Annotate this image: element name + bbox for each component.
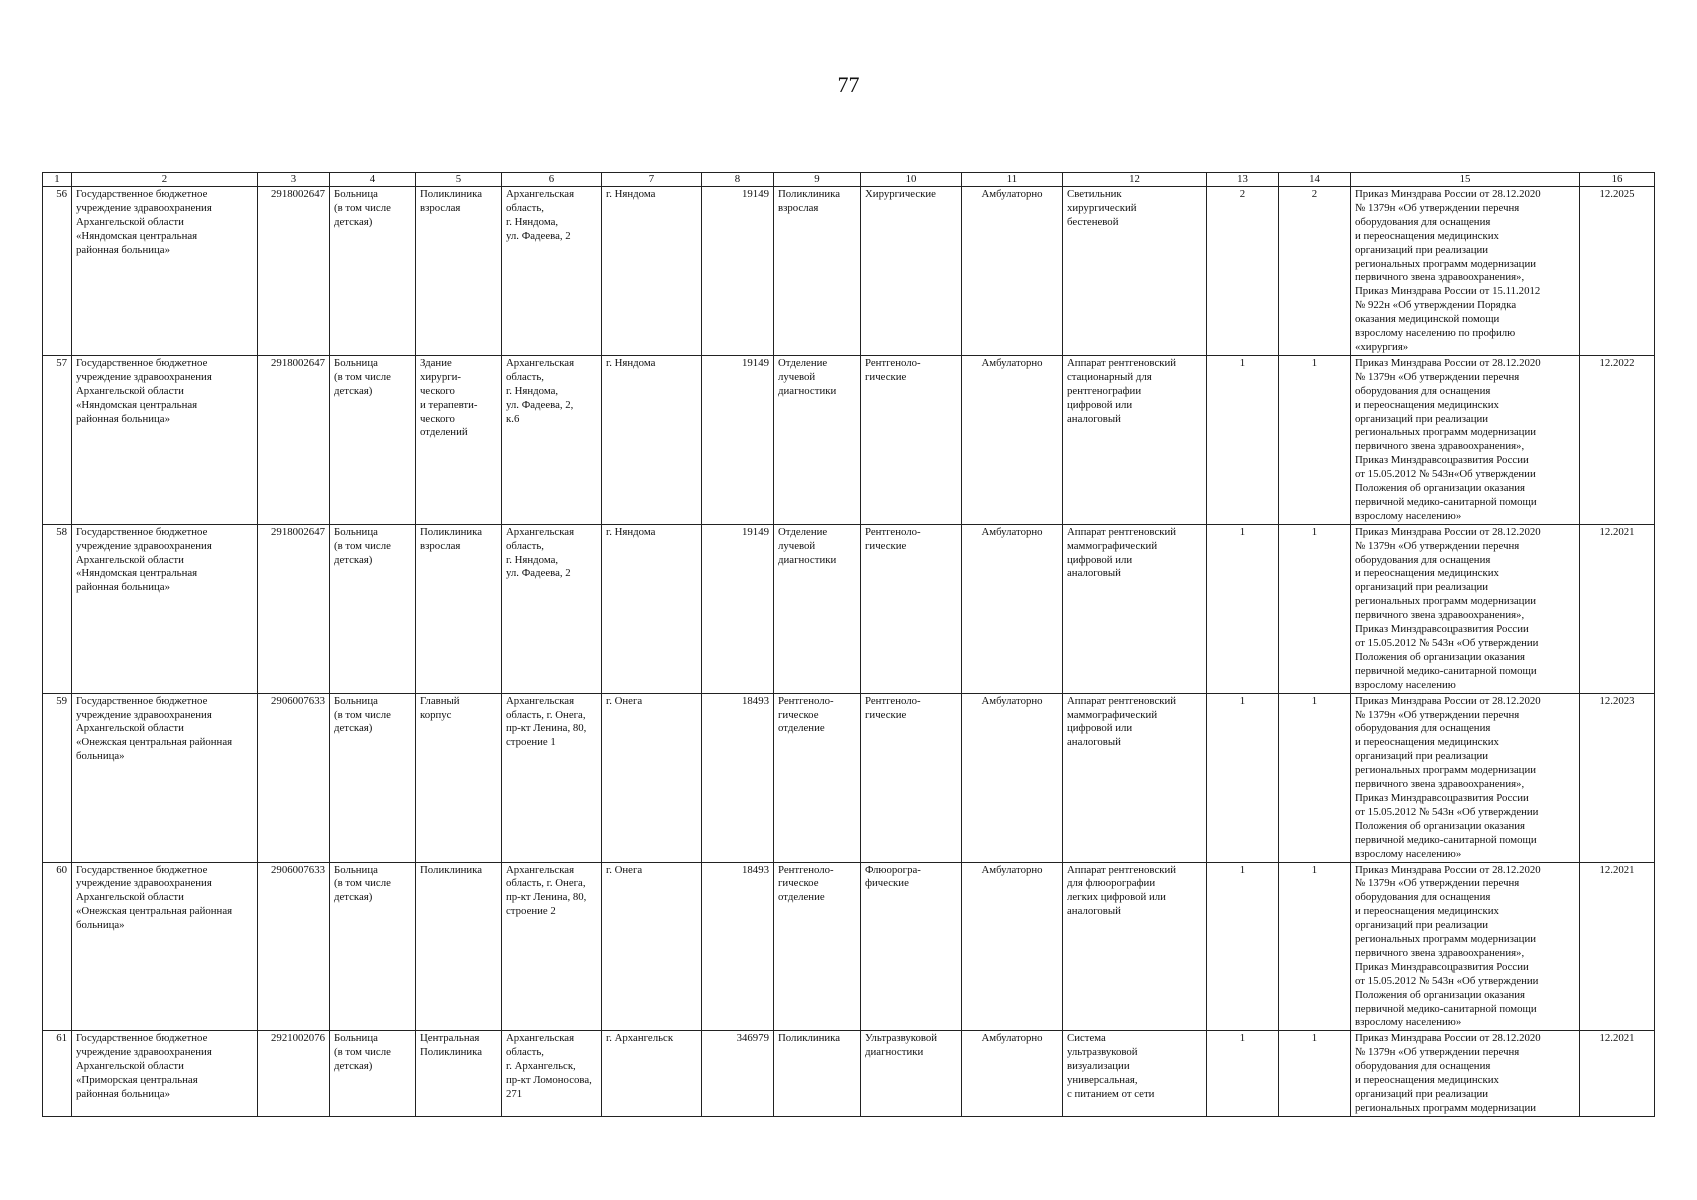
department-cell [774,862,861,1031]
population-cell [702,862,774,1031]
organization-name-cell [72,524,258,693]
address-text: Архангельская область, г. Онега, пр-кт Ленина, 80, строение 1 [506,694,587,749]
organization-type-text: Больница (в том числе детская) [334,525,391,566]
care-form-cell [962,355,1063,524]
equipment-name-cell [1063,1031,1207,1116]
building-text: Главный корпус [420,694,460,721]
deadline-text: 12.2021 [1599,863,1635,876]
care-form-text: Амбулаторно [981,863,1043,876]
building-cell [416,1031,502,1116]
address-cell [502,862,602,1031]
table-row [43,693,1655,862]
page-number: 77 [837,72,860,97]
column-number-header: 8 [702,173,774,187]
quantity-required-cell [1207,355,1279,524]
legal-basis-cell [1351,862,1580,1031]
department-text: Рентгеноло- гическое отделение [778,863,834,904]
row-number-text: 59 [56,694,67,707]
population-cell [702,524,774,693]
specialization-cell [861,862,962,1031]
column-number-header: 15 [1351,173,1580,187]
locality-text: г. Архангельск [606,1032,674,1045]
population-text: 346979 [736,1032,769,1045]
row-number-text: 60 [56,863,67,876]
department-text: Поликлиника [778,1032,841,1045]
address-cell [502,524,602,693]
care-form-text: Амбулаторно [981,188,1043,200]
organization-type-cell [330,1031,416,1116]
population-text: 19149 [742,188,769,200]
quantity-planned-text: 1 [1311,1032,1318,1045]
column-number-header: 2 [72,173,258,187]
column-number-header: 12 [1063,173,1207,187]
table-row [43,1031,1655,1116]
population-text: 18493 [742,863,769,876]
column-number-header: 10 [861,173,962,187]
quantity-required-cell [1207,862,1279,1031]
building-text: Здание хирурги- ческого и терапевти- ческого отделений [420,356,478,439]
specialization-text: Рентгеноло- гические [865,694,921,721]
organization-name-text: Государственное бюджетное учреждение здравоохранения Архангельской области «Няндомская центральная районная больница» [76,188,212,256]
building-text: Поликлиника взрослая [420,525,483,552]
organization-type-cell [330,187,416,356]
address-text: Архангельская область, г. Няндома, ул. Фадеева, 2 [506,525,575,580]
department-text: Отделение лучевой диагностики [778,356,837,397]
address-cell [502,693,602,862]
organization-name-text: Государственное бюджетное учреждение здравоохранения Архангельской области «Няндомская центральная районная больница» [76,356,212,425]
locality-text: г. Няндома [606,356,656,369]
legal-basis-text: Приказ Минздрава России от 28.12.2020 № 1379н «Об утверждении перечня оборудования для оснащения и переоснащения медицинских организаций при реализации региональных программ модернизации первичного звена здравоохранения», Приказ Минздрава России от 15.11.2012 № 922н «Об утверждении Порядка оказания медицинской помощи взрослому населению по профилю «хирургия» [1355,188,1541,353]
quantity-planned-text: 1 [1311,863,1318,876]
locality-cell [602,862,702,1031]
legal-basis-text: Приказ Минздрава России от 28.12.2020 № 1379н «Об утверждении перечня оборудования для оснащения и переоснащения медицинских организаций при реализации региональных программ модернизации [1355,1032,1541,1114]
inn-cell [258,187,330,356]
department-cell [774,693,861,862]
deadline-text: 12.2021 [1599,1032,1635,1045]
population-text: 19149 [742,525,769,538]
organization-name-cell [72,693,258,862]
specialization-cell [861,693,962,862]
organization-name-cell [72,1031,258,1116]
specialization-text: Рентгеноло- гические [865,356,921,383]
locality-cell [602,355,702,524]
organization-name-text: Государственное бюджетное учреждение здравоохранения Архангельской области «Няндомская центральная районная больница» [76,525,212,594]
column-number-header: 11 [962,173,1063,187]
legal-basis-cell [1351,187,1580,356]
building-cell [416,187,502,356]
specialization-text: Ультразвуковой диагностики [865,1032,938,1059]
quantity-planned-cell [1279,187,1351,356]
organization-type-text: Больница (в том числе детская) [334,356,391,397]
deadline-cell [1580,862,1655,1031]
quantity-required-cell [1207,1031,1279,1116]
specialization-text: Хирургические [865,188,936,200]
column-number-header: 4 [330,173,416,187]
locality-cell [602,524,702,693]
equipment-name-text: Аппарат рентгеновский маммографический цифровой или аналоговый [1067,694,1177,749]
equipment-name-cell [1063,187,1207,356]
deadline-cell [1580,524,1655,693]
row-number-text: 61 [56,1032,67,1045]
address-cell [502,1031,602,1116]
inn-cell [258,355,330,524]
organization-name-cell [72,355,258,524]
building-cell [416,355,502,524]
specialization-text: Рентгеноло- гические [865,525,921,552]
quantity-required-cell [1207,693,1279,862]
department-cell [774,355,861,524]
quantity-planned-cell [1279,524,1351,693]
care-form-text: Амбулаторно [981,694,1043,707]
quantity-planned-text: 1 [1311,356,1318,369]
organization-name-text: Государственное бюджетное учреждение здравоохранения Архангельской области «Онежская центральная районная больница» [76,694,233,763]
organization-type-cell [330,355,416,524]
legal-basis-text: Приказ Минздрава России от 28.12.2020 № 1379н «Об утверждении перечня оборудования для оснащения и переоснащения медицинских организаций при реализации региональных программ модернизации первичного звена здравоохранения», Приказ Минздравсоцразвития России от 15.05.2012 № 543н «Об утверждении Положения об организации оказания первичной медико-санитарной помощи взрослому населению» [1355,863,1541,1029]
row-number-cell [43,187,72,356]
quantity-required-text: 1 [1239,1032,1246,1045]
organization-type-text: Больница (в том числе детская) [334,863,391,904]
quantity-planned-text: 2 [1311,188,1318,200]
department-text: Поликлиника взрослая [778,188,841,214]
quantity-required-text: 2 [1239,188,1246,200]
organization-name-text: Государственное бюджетное учреждение здравоохранения Архангельской области «Онежская центральная районная больница» [76,863,233,932]
row-number-text: 58 [56,525,67,538]
row-number-cell [43,1031,72,1116]
quantity-required-text: 1 [1239,694,1246,707]
department-text: Рентгеноло- гическое отделение [778,694,834,735]
organization-type-cell [330,524,416,693]
organization-type-cell [330,693,416,862]
column-number-header: 7 [602,173,702,187]
quantity-planned-cell [1279,693,1351,862]
organization-name-text: Государственное бюджетное учреждение здравоохранения Архангельской области «Приморская центральная районная больница» [76,1032,212,1100]
care-form-cell [962,1031,1063,1116]
deadline-text: 12.2023 [1599,694,1635,707]
organization-type-text: Больница (в том числе детская) [334,694,391,735]
address-cell [502,187,602,356]
column-number-header: 9 [774,173,861,187]
equipment-name-text: Светильник хирургический бестеневой [1067,188,1137,228]
address-cell [502,355,602,524]
population-cell [702,1031,774,1116]
locality-cell [602,693,702,862]
equipment-name-text: Аппарат рентгеновский для флюорографии легких цифровой или аналоговый [1067,863,1177,918]
address-text: Архангельская область, г. Архангельск, пр-кт Ломоносова, 271 [506,1032,592,1100]
specialization-cell [861,187,962,356]
care-form-cell [962,862,1063,1031]
locality-text: г. Няндома [606,188,656,200]
column-number-header: 13 [1207,173,1279,187]
specialization-text: Флюорогра- фические [865,863,921,890]
legal-basis-cell [1351,1031,1580,1116]
quantity-planned-text: 1 [1311,525,1318,538]
quantity-planned-text: 1 [1311,694,1318,707]
specialization-cell [861,355,962,524]
specialization-cell [861,1031,962,1116]
department-cell [774,524,861,693]
inn-text: 2906007633 [271,694,325,707]
organization-name-cell [72,187,258,356]
population-text: 18493 [742,694,769,707]
legal-basis-cell [1351,524,1580,693]
table-row [43,524,1655,693]
equipment-name-text: Система ультразвуковой визуализации универсальная, с питанием от сети [1067,1032,1155,1100]
row-number-text: 57 [56,356,67,369]
building-text: Поликлиника [420,863,483,876]
inn-text: 2918002647 [271,525,325,538]
inn-cell [258,862,330,1031]
legal-basis-text: Приказ Минздрава России от 28.12.2020 № 1379н «Об утверждении перечня оборудования для оснащения и переоснащения медицинских организаций при реализации региональных программ модернизации первичного звена здравоохранения», Приказ Минздравсоцразвития России от 15.05.2012 № 543н «Об утверждении Положения об организации оказания первичной медико-санитарной помощи взрослому населению [1355,525,1541,691]
inn-cell [258,524,330,693]
building-cell [416,693,502,862]
address-text: Архангельская область, г. Няндома, ул. Фадеева, 2 [506,188,575,242]
organization-type-text: Больница (в том числе детская) [334,188,391,228]
legal-basis-cell [1351,355,1580,524]
address-text: Архангельская область, г. Онега, пр-кт Ленина, 80, строение 2 [506,863,587,918]
population-cell [702,355,774,524]
quantity-required-text: 1 [1239,356,1246,369]
organization-name-cell [72,862,258,1031]
column-number-header: 14 [1279,173,1351,187]
quantity-required-text: 1 [1239,525,1246,538]
care-form-cell [962,693,1063,862]
column-number-header: 1 [43,173,72,187]
equipment-table [42,172,1655,1117]
inn-cell [258,1031,330,1116]
deadline-text: 12.2025 [1599,188,1635,200]
locality-text: г. Няндома [606,525,656,538]
deadline-cell [1580,355,1655,524]
deadline-cell [1580,1031,1655,1116]
row-number-cell [43,355,72,524]
deadline-text: 12.2021 [1599,525,1635,538]
inn-cell [258,693,330,862]
locality-cell [602,187,702,356]
inn-text: 2921002076 [271,1032,325,1045]
inn-text: 2918002647 [271,356,325,369]
care-form-cell [962,187,1063,356]
quantity-planned-cell [1279,862,1351,1031]
care-form-text: Амбулаторно [981,356,1043,369]
legal-basis-text: Приказ Минздрава России от 28.12.2020 № 1379н «Об утверждении перечня оборудования для оснащения и переоснащения медицинских организаций при реализации региональных программ модернизации первичного звена здравоохранения», Приказ Минздравсоцразвития России от 15.05.2012 № 543н «Об утверждении Положения об организации оказания первичной медико-санитарной помощи взрослому населению» [1355,694,1541,860]
equipment-name-cell [1063,524,1207,693]
quantity-required-cell [1207,524,1279,693]
table-row [43,862,1655,1031]
equipment-name-cell [1063,862,1207,1031]
organization-type-text: Больница (в том числе детская) [334,1032,391,1073]
legal-basis-text: Приказ Минздрава России от 28.12.2020 № 1379н «Об утверждении перечня оборудования для оснащения и переоснащения медицинских организаций при реализации региональных программ модернизации первичного звена здравоохранения», Приказ Минздравсоцразвития России от 15.05.2012 № 543н«Об утверждении Положения об организации оказания первичной медико-санитарной помощи взрослому населению» [1355,356,1541,522]
department-cell [774,187,861,356]
building-text: Центральная Поликлиника [420,1032,483,1059]
table-row [43,355,1655,524]
inn-text: 2918002647 [271,188,325,200]
row-number-text: 56 [56,188,67,200]
column-number-header: 3 [258,173,330,187]
column-number-header: 16 [1580,173,1655,187]
inn-text: 2906007633 [271,863,325,876]
table-body [43,173,1655,1117]
equipment-name-cell [1063,355,1207,524]
quantity-required-cell [1207,187,1279,356]
deadline-cell [1580,187,1655,356]
locality-text: г. Онега [606,863,643,876]
organization-type-cell [330,862,416,1031]
care-form-cell [962,524,1063,693]
population-text: 19149 [742,356,769,369]
table-header-row [43,173,1655,187]
column-number-header: 5 [416,173,502,187]
equipment-name-text: Аппарат рентгеновский стационарный для рентгенографии цифровой или аналоговый [1067,356,1177,425]
department-cell [774,1031,861,1116]
column-number-header: 6 [502,173,602,187]
equipment-name-cell [1063,693,1207,862]
department-text: Отделение лучевой диагностики [778,525,837,566]
building-text: Поликлиника взрослая [420,188,483,214]
population-cell [702,187,774,356]
deadline-cell [1580,693,1655,862]
building-cell [416,862,502,1031]
legal-basis-cell [1351,693,1580,862]
row-number-cell [43,862,72,1031]
specialization-cell [861,524,962,693]
quantity-planned-cell [1279,1031,1351,1116]
table-row [43,187,1655,356]
building-cell [416,524,502,693]
care-form-text: Амбулаторно [981,525,1043,538]
quantity-planned-cell [1279,355,1351,524]
row-number-cell [43,693,72,862]
deadline-text: 12.2022 [1599,356,1635,369]
quantity-required-text: 1 [1239,863,1246,876]
locality-text: г. Онега [606,694,643,707]
address-text: Архангельская область, г. Няндома, ул. Фадеева, 2, к.6 [506,356,575,425]
row-number-cell [43,524,72,693]
locality-cell [602,1031,702,1116]
equipment-name-text: Аппарат рентгеновский маммографический цифровой или аналоговый [1067,525,1177,580]
population-cell [702,693,774,862]
care-form-text: Амбулаторно [981,1032,1043,1045]
